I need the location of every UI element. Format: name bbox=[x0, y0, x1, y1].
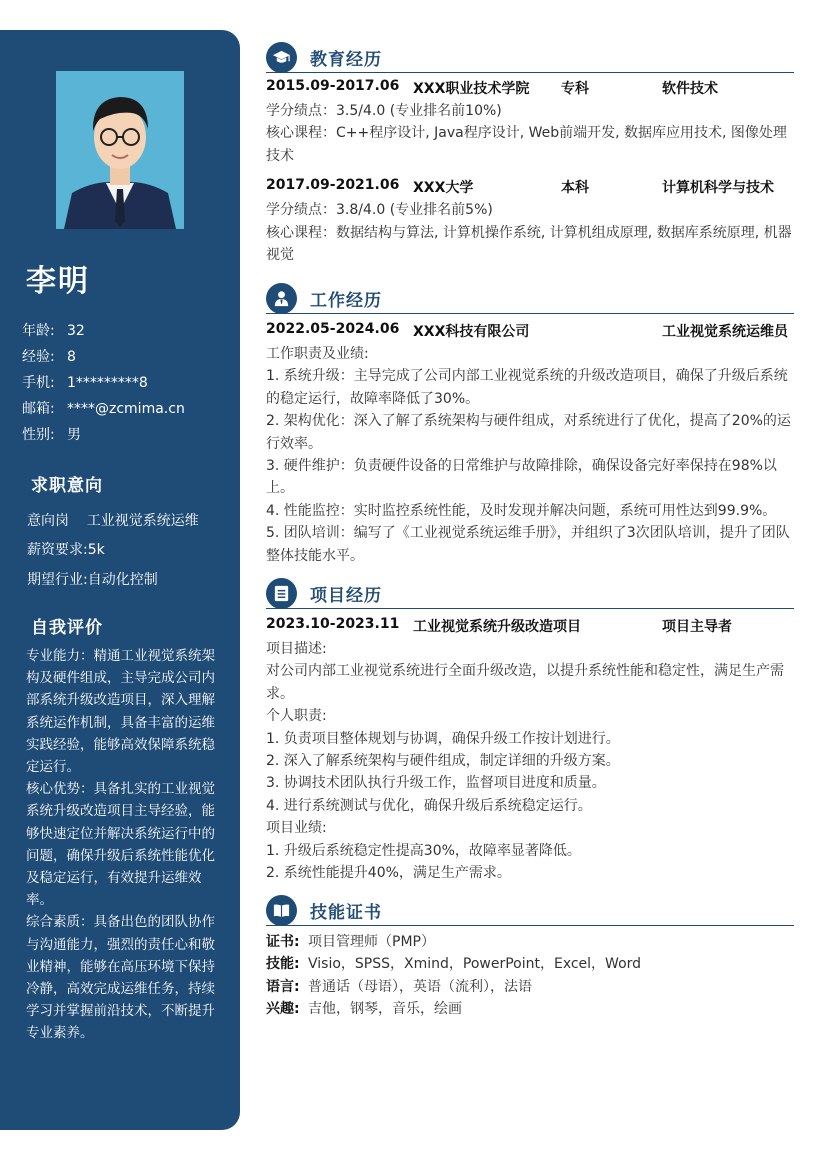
intent-salary: 薪资要求:5k bbox=[27, 542, 105, 558]
education-gpa: 学分绩点：3.5/4.0 (专业排名前10%) bbox=[266, 103, 502, 119]
info-gender: 性别: 男 bbox=[22, 427, 81, 443]
intent-position: 意向岗 工业视觉系统运维 bbox=[27, 513, 199, 529]
work-line: 1. 系统升级：主导完成了公司内部工业视觉系统的升级改造项目，确保了升级后系统的稳定运行，故障率降低了30%。 bbox=[266, 368, 788, 407]
work-header bbox=[266, 283, 794, 317]
self-eval-paragraph: 专业能力：精通工业视觉系统架构及硬件组成，主导完成公司内部系统升级改造项目，深入理解系统运作机制，具备丰富的运维实践经验，能够高效保障系统稳定运行。 bbox=[26, 648, 215, 776]
work-intro: 工作职责及业绩: bbox=[266, 346, 369, 362]
skill-row-skills: 技能: Visio，SPSS，Xmind，PowerPoint，Excel，Word bbox=[266, 956, 642, 973]
work-divider bbox=[266, 313, 794, 314]
self-eval-title: 自我评价 bbox=[31, 618, 103, 638]
skills-title: 技能证书 bbox=[310, 903, 382, 923]
skill-row-interest: 兴趣: 吉他，钢琴，音乐，绘画 bbox=[266, 1001, 462, 1018]
profile-photo bbox=[56, 71, 184, 229]
work-title: 工作经历 bbox=[310, 291, 382, 311]
skills-header bbox=[266, 895, 794, 929]
work-line: 5. 团队培训：编写了《工业视觉系统运维手册》，并组织了3次团队培训，提升了团队整体技能水平。 bbox=[266, 525, 790, 564]
sidebar bbox=[0, 30, 240, 1130]
self-eval-text bbox=[26, 645, 218, 1045]
project-duty: 3. 协调技术团队执行升级工作，监督项目进度和质量。 bbox=[266, 775, 606, 792]
skills-divider bbox=[266, 925, 794, 926]
education-row: 2017.09-2021.06 XXX大学 本科 计算机科学与技术 bbox=[266, 177, 774, 197]
self-eval-paragraph: 综合素质：具备出色的团队协作与沟通能力，强烈的责任心和敬业精神，能够在高压环境下保持冷静，高效完成运维任务，持续学习并掌握前沿技术，不断提升专业素养。 bbox=[26, 914, 215, 1042]
book-icon bbox=[266, 895, 297, 926]
project-row: 2023.10-2023.11 工业视觉系统升级改造项目 项目主导者 bbox=[266, 616, 732, 635]
work-line: 3. 硬件维护：负责硬件设备的日常维护与故障排除，确保设备完好率保持在98%以上。 bbox=[266, 458, 777, 497]
education-row: 2015.09-2017.06 XXX职业技术学院 专科 软件技术 bbox=[266, 78, 718, 97]
education-divider bbox=[266, 72, 794, 73]
education-title: 教育经历 bbox=[310, 50, 382, 70]
info-experience: 经验: 8 bbox=[22, 349, 76, 365]
project-title: 项目经历 bbox=[310, 586, 382, 606]
work-line: 2. 架构优化：深入了解了系统架构与硬件组成，对系统进行了优化，提高了20%的运行效率。 bbox=[266, 413, 791, 452]
project-desc: 对公司内部工业视觉系统进行全面升级改造，以提升系统性能和稳定性，满足生产需求。 bbox=[266, 663, 784, 702]
graduation-cap-icon bbox=[266, 42, 297, 73]
intent-title: 求职意向 bbox=[31, 476, 103, 496]
profile-name: 李明 bbox=[26, 264, 90, 299]
skills-section bbox=[266, 895, 794, 1021]
list-icon bbox=[266, 578, 297, 609]
education-section bbox=[266, 42, 794, 266]
project-duty-label: 个人职责: bbox=[266, 708, 327, 725]
work-line: 4. 性能监控：实时监控系统性能，及时发现并解决问题，系统可用性达到99.9%。 bbox=[266, 502, 777, 519]
project-duty: 4. 进行系统测试与优化，确保升级后系统稳定运行。 bbox=[266, 797, 592, 814]
project-section bbox=[266, 578, 794, 884]
project-duty: 1. 负责项目整体规划与协调，确保升级工作按计划进行。 bbox=[266, 730, 620, 747]
project-result: 2. 系统性能提升40%，满足生产需求。 bbox=[266, 865, 511, 882]
education-courses: 核心课程：C++程序设计, Java程序设计, Web前端开发, 数据库应用技术, 图像处理技术 bbox=[266, 125, 787, 164]
education-gpa: 学分绩点：3.8/4.0 (专业排名前5%) bbox=[266, 202, 493, 219]
project-result-label: 项目业绩: bbox=[266, 820, 327, 837]
project-desc-label: 项目描述: bbox=[266, 641, 327, 657]
work-section bbox=[266, 283, 794, 567]
intent-industry: 期望行业:自动化控制 bbox=[27, 572, 158, 588]
person-icon bbox=[266, 283, 297, 314]
education-header bbox=[266, 42, 794, 76]
info-phone: 手机: 1*********8 bbox=[22, 375, 148, 391]
skill-row-certificate: 证书: 项目管理师（PMP） bbox=[266, 934, 435, 950]
education-courses: 核心课程：数据结构与算法, 计算机操作系统, 计算机组成原理, 数据库系统原理, 机器视觉 bbox=[266, 224, 792, 264]
project-divider bbox=[266, 608, 794, 609]
info-age: 年龄: 32 bbox=[22, 323, 85, 339]
skill-row-language: 语言: 普通话（母语），英语（流利），法语 bbox=[266, 978, 532, 995]
project-duty: 2. 深入了解系统架构与硬件组成，制定详细的升级方案。 bbox=[266, 753, 620, 770]
project-result: 1. 升级后系统稳定性提高30%，故障率显著降低。 bbox=[266, 842, 581, 859]
self-eval-paragraph: 核心优势：具备扎实的工业视觉系统升级改造项目主导经验，能够快速定位并解决系统运行中的问题，确保升级后系统性能优化及稳定运行，有效提升运维效率。 bbox=[26, 781, 215, 909]
info-email: 邮箱: ****@zcmima.cn bbox=[22, 401, 185, 417]
project-header bbox=[266, 578, 794, 612]
work-row: 2022.05-2024.06 XXX科技有限公司 工业视觉系统运维员 bbox=[266, 321, 788, 340]
